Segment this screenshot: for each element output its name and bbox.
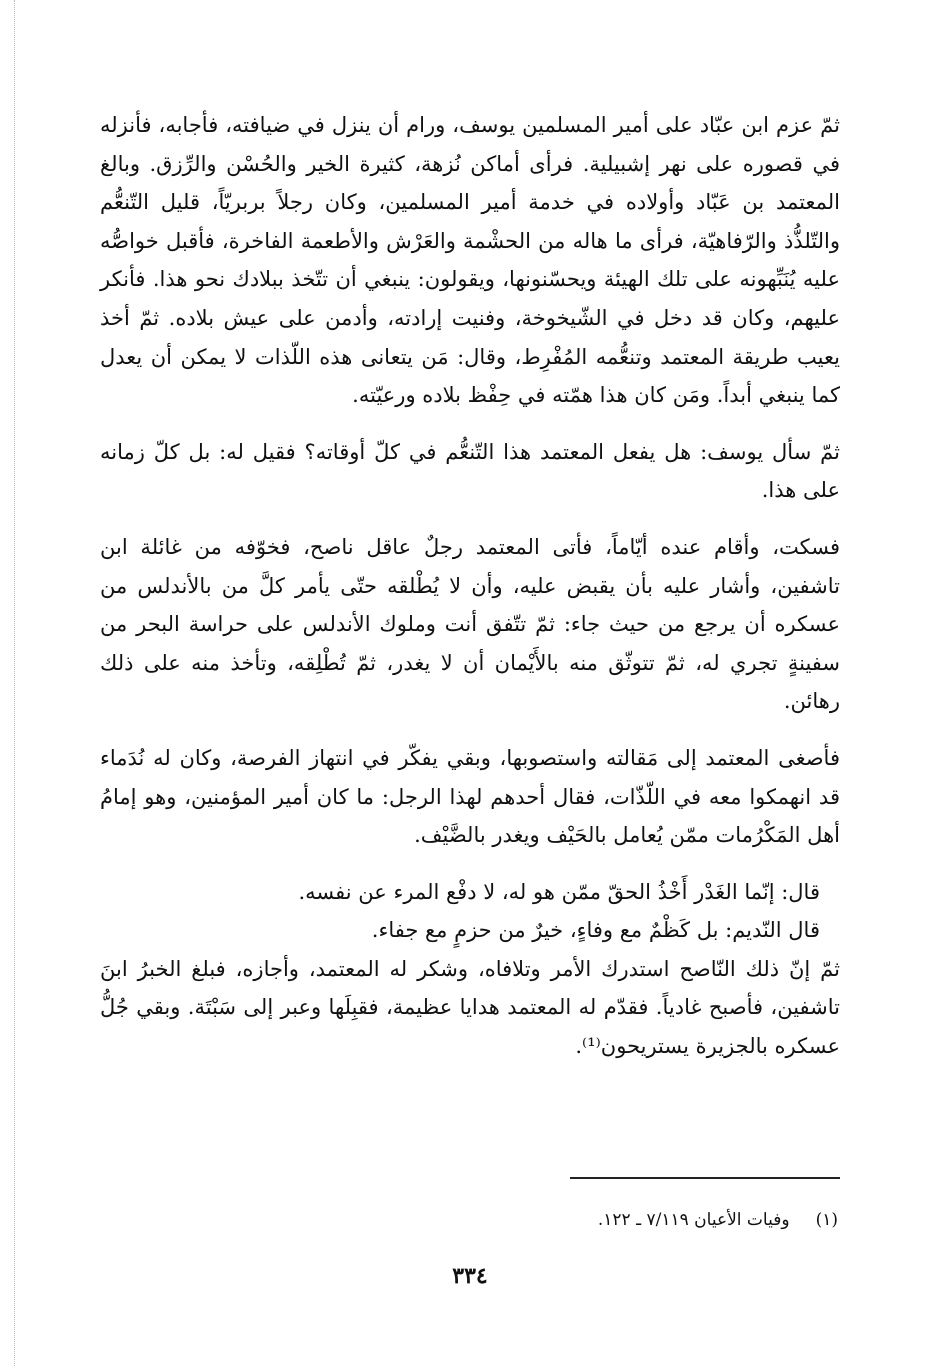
scan-edge-line bbox=[14, 0, 15, 1366]
footnote bbox=[598, 1206, 838, 1234]
quote-line-2: قال النّديم: بل كَظْمٌ مع وفاءٍ، خيرٌ من حزمٍ مع جفاء. bbox=[371, 918, 820, 943]
paragraph-4: فأصغى المعتمد إلى مَقالته واستصوبها، وبقي يفكّر في انتهاز الفرصة، وكان له نُدَماء قد انهمكوا معه في اللّذّات، فقال أحدهم لهذا الرجل: ما كان أمير المؤمنين، وهو إمامُ أهل المَكْرُمات ممّن يُعامل بالحَيْف ويغدر بالضَّيْف. bbox=[100, 745, 840, 848]
document-body bbox=[100, 106, 840, 1066]
footnote-number: (١) bbox=[815, 1210, 838, 1230]
paragraph-3: فسكت، وأقام عنده أيّاماً، فأتى المعتمد رجلٌ عاقل ناصح، فخوّفه من غائلة ابن تاشفين، وأشار عليه بأن يقبض عليه، وأن لا يُطْلقه حتّى يأمر كلَّ من بالأندلس من عسكره أن يرجع من حيث جاء: ثمّ تتّفق أنت وملوك الأندلس على حراسة البحر من سفينةٍ تجري له، ثمّ تتوثّق منه بالأَيْمان أن لا يغدر، ثمّ تُطْلِقه، وتأخذ منه على ذلك رهائن. bbox=[100, 534, 840, 714]
page-number: ٣٣٤ bbox=[452, 1263, 488, 1289]
footnote-divider bbox=[570, 1177, 840, 1179]
footnote-text: وفيات الأعيان ٧/١١٩ ـ ١٢٢. bbox=[597, 1210, 790, 1230]
dialogue-block bbox=[100, 873, 840, 950]
paragraph-2: ثمّ سأل يوسف: هل يفعل المعتمد هذا التّنعُّم في كلّ أوقاته؟ فقيل له: بل كلّ زمانه على هذا. bbox=[100, 439, 840, 503]
paragraph-1: ثمّ عزم ابن عبّاد على أمير المسلمين يوسف، ورام أن ينزل في ضيافته، فأجابه، فأنزله في قصوره على نهر إشبيلية. فرأى أماكن نُزهة، كثيرة الخير والحُسْن والرِّزق. وبالغ المعتمد بن عَبّاد وأولاده في خدمة أمير المسلمين، وكان رجلاً بربريّاً، قليل التّنعُّم والتّلذُّذ والرّفاهيّة، فرأى ما هاله من الحشْمة والعَرْش والأطعمة الفاخرة، فأقبل خواصُّه عليه يُنَبِّهونه على تلك الهيئة ويحسّنونها، ويقولون: ينبغي أن تتّخذ ببلادك نحو هذا. فأنكر عليهم، وكان قد دخل في الشّيخوخة، وفنيت إرادته، وأدمن على عيش بلاده. ثمّ أخذ يعيب طريقة المعتمد وتنعُّمه المُفْرِط، وقال: مَن يتعانى هذه اللّذات لا يمكن أن يعدل كما ينبغي أبداً. ومَن كان هذا همّته في حِفْظ بلاده ورعيّته. bbox=[100, 113, 840, 408]
paragraph-closing: ثمّ إنّ ذلك النّاصح استدرك الأمر وتلافاه، وشكر له المعتمد، وأجازه، فبلغ الخبرُ ابنَ تاشفين، فأصبح غادياً. فقدّم له المعتمد هدايا عظيمة، فقبِلَها وعبر إلى سَبْتَة. وبقي جُلُّ عسكره بالجزيرة يستريحون⁽¹⁾. bbox=[100, 956, 840, 1059]
quote-line-1: قال: إنّما الغَدْر أَخْذُ الحقّ ممّن هو له، لا دفْع المرء عن نفسه. bbox=[298, 879, 820, 904]
